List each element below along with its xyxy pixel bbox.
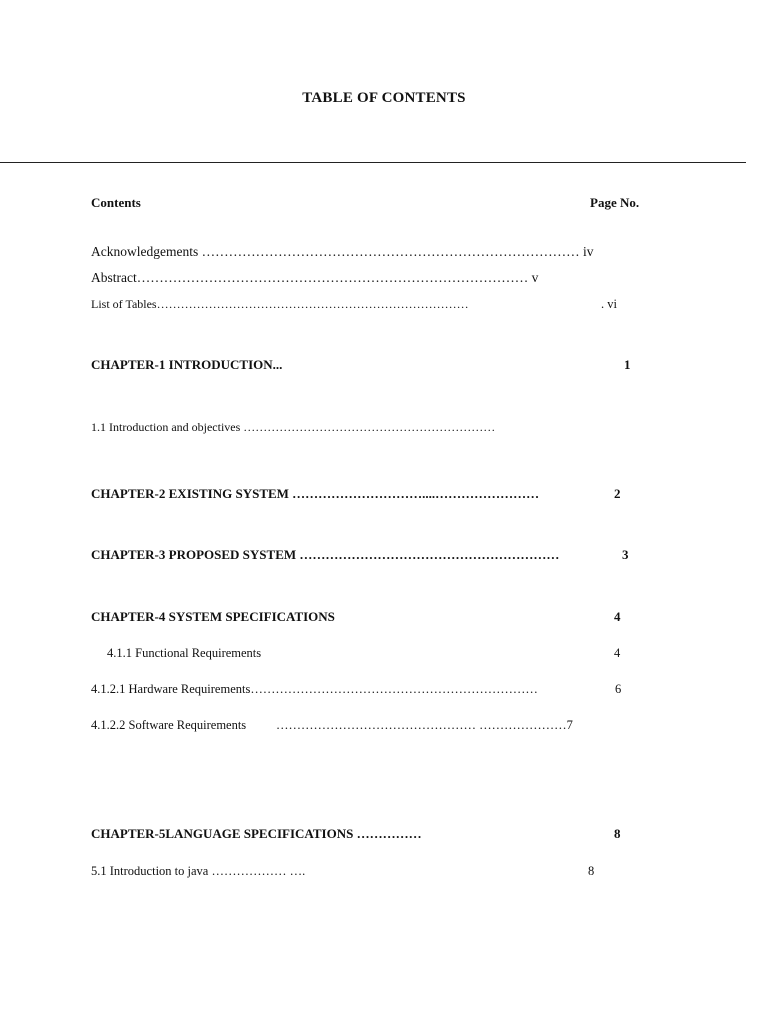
toc-title: TABLE OF CONTENTS: [302, 90, 466, 106]
toc-entry-chapter-3: CHAPTER-3 PROPOSED SYSTEM ……………………………………………………: [91, 547, 560, 562]
title-divider: [0, 162, 746, 163]
toc-page-chapter-1: 1: [624, 357, 631, 372]
toc-entry-chapter-2: CHAPTER-2 EXISTING SYSTEM …………………………....……………………: [91, 486, 540, 501]
toc-entry-4-1-2-2: 4.1.2.2 Software Requirements: [91, 718, 247, 732]
toc-entry-4-1-2-1: 4.1.2.1 Hardware Requirements……………………………………………………………: [91, 682, 538, 696]
toc-page-chapter-2: 2: [614, 486, 621, 501]
toc-entry-4-1-1: 4.1.1 Functional Requirements: [107, 646, 262, 660]
page-number-header-label: Page No.: [590, 195, 640, 210]
toc-entry-acknowledgements: Acknowledgements ………………………………………………………………………… iv: [91, 244, 594, 259]
toc-entry-chapter-5: CHAPTER-5LANGUAGE SPECIFICATIONS ……………: [91, 826, 422, 841]
toc-page-list-of-tables: . vi: [601, 297, 617, 311]
toc-entry-list-of-tables: List of Tables……………………………………………………………………: [91, 297, 469, 311]
toc-entry-5-1: 5.1 Introduction to java ……………… ….: [91, 864, 306, 878]
toc-entry-chapter-1: CHAPTER-1 INTRODUCTION...: [91, 357, 283, 372]
toc-entry-chapter-4: CHAPTER-4 SYSTEM SPECIFICATIONS: [91, 609, 335, 624]
toc-page-chapter-4: 4: [614, 609, 621, 624]
toc-page-4-1-1: 4: [614, 646, 621, 660]
toc-page-4-1-2-1: 6: [615, 682, 622, 696]
toc-entry-abstract: Abstract…………………………………………………………………………… v: [91, 270, 539, 285]
toc-page-5-1: 8: [588, 864, 595, 878]
toc-dots-4-1-2-2: ………………………………………… …………………7: [276, 718, 573, 732]
toc-entry-1-1: 1.1 Introduction and objectives ………………………………………………………: [91, 420, 496, 434]
toc-page-chapter-3: 3: [622, 547, 629, 562]
contents-header-label: Contents: [91, 195, 141, 210]
toc-page-chapter-5: 8: [614, 826, 621, 841]
